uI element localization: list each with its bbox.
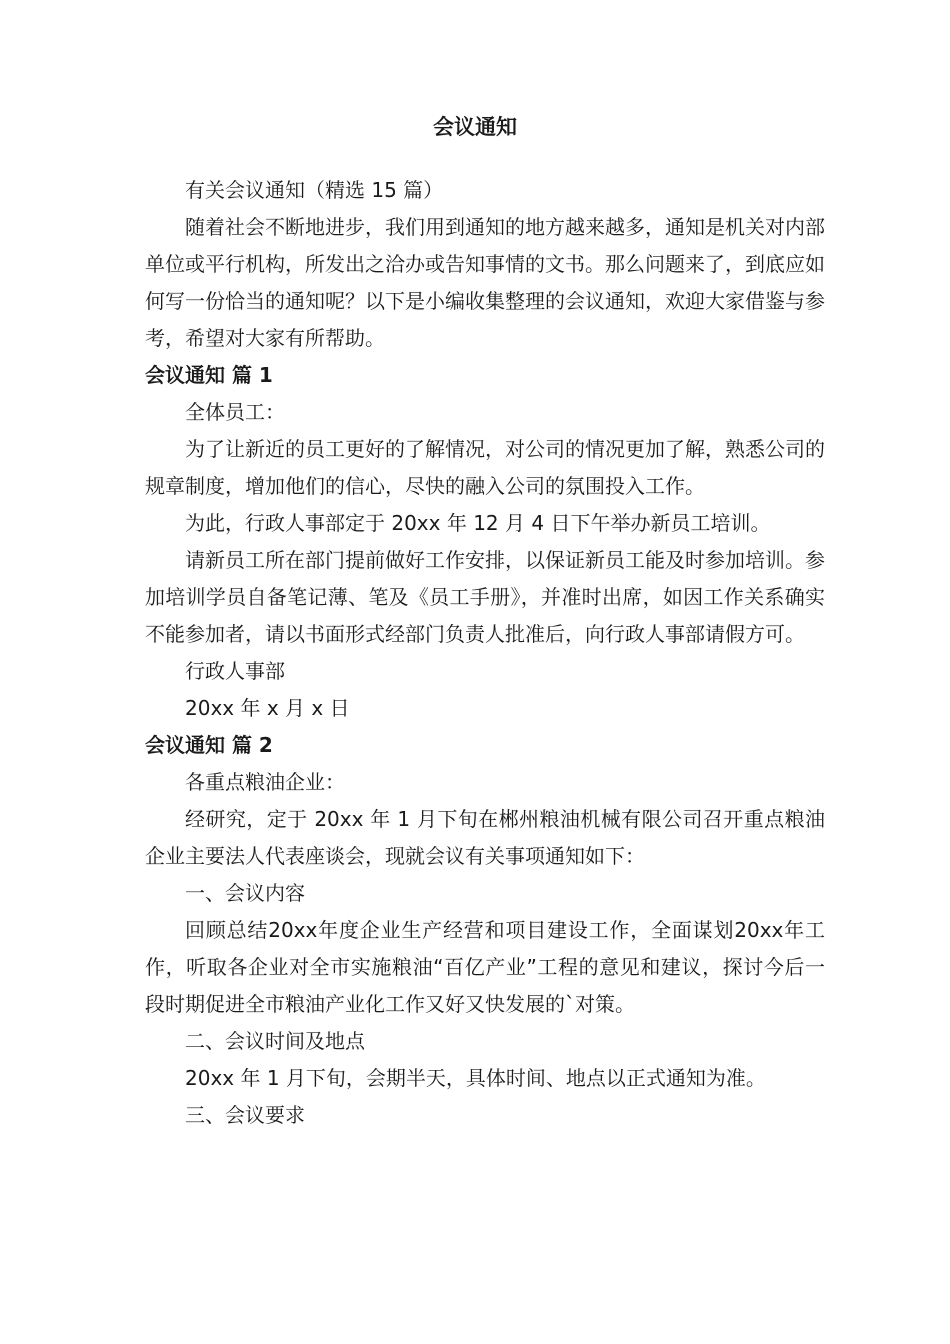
subheading: 一、会议内容 (185, 881, 305, 905)
signature-date: 20xx 年 x 月 x 日 (185, 696, 350, 720)
subheading: 二、会议时间及地点 (185, 1029, 365, 1053)
paragraph: 20xx 年 1 月下旬，会期半天，具体时间、地点以正式通知为准。 (185, 1066, 766, 1090)
subheading: 三、会议要求 (185, 1103, 305, 1127)
paragraph: 为了让新近的员工更好的了解情况，对公司的情况更加了解，熟悉公司的规章制度，增加他们的信心，尽快的融入公司的氛围投入工作。 (145, 437, 825, 498)
document-title: 会议通知 (433, 115, 517, 139)
intro-paragraph: 随着社会不断地进步，我们用到通知的地方越来越多，通知是机关对内部单位或平行机构，所发出之洽办或告知事情的文书。那么问题来了，到底应如何写一份恰当的通知呢？以下是小编收集整理的会议通知，欢迎大家借鉴与参考，希望对大家有所帮助。 (145, 215, 825, 350)
paragraph: 回顾总结20xx年度企业生产经营和项目建设工作，全面谋划20xx年工作，听取各企业对全市实施粮油“百亿产业”工程的意见和建议，探讨今后一段时期促进全市粮油产业化工作又好又快发展的`对策。 (145, 918, 825, 1016)
document-body (145, 172, 825, 1134)
paragraph: 请新员工所在部门提前做好工作安排，以保证新员工能及时参加培训。参加培训学员自备笔记薄、笔及《员工手册》，并准时出席，如因工作关系确实不能参加者，请以书面形式经部门负责人批准后，向行政人事部请假方可。 (145, 548, 825, 646)
paragraph: 全体员工： (185, 400, 285, 424)
paragraph: 各重点粮油企业： (185, 770, 345, 794)
section-heading: 会议通知 篇 2 (145, 733, 273, 757)
paragraph: 经研究，定于 20xx 年 1 月下旬在郴州粮油机械有限公司召开重点粮油企业主要法人代表座谈会，现就会议有关事项通知如下： (145, 807, 825, 868)
document-subtitle: 有关会议通知（精选 15 篇） (185, 178, 444, 202)
paragraph: 为此，行政人事部定于 20xx 年 12 月 4 日下午举办新员工培训。 (185, 511, 771, 535)
signature-department: 行政人事部 (185, 659, 285, 683)
section-heading: 会议通知 篇 1 (145, 363, 273, 387)
